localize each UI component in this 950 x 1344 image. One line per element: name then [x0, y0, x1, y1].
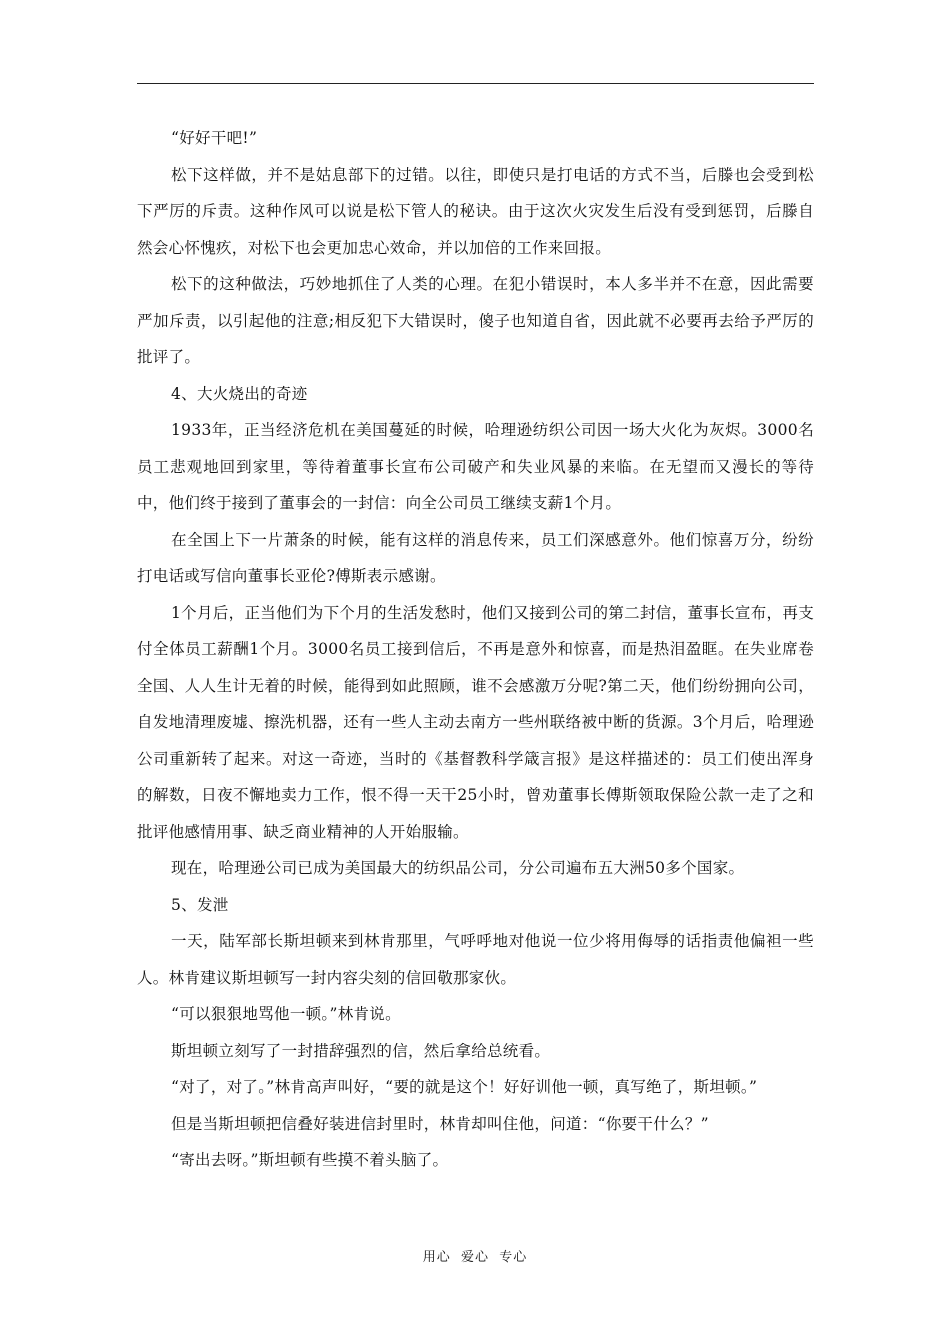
header-rule: [137, 83, 814, 84]
paragraph: 斯坦顿立刻写了一封措辞强烈的信，然后拿给总统看。: [171, 1041, 551, 1060]
paragraph: 一天，陆军部长斯坦顿来到林肯那里，气呼呼地对他说一位少将用侮辱的话指责他偏袒一些人。林肯建议斯坦顿写一封内容尖刻的信回敬那家伙。: [137, 932, 814, 987]
paragraph: 在全国上下一片萧条的时候，能有这样的消息传来，员工们深感意外。他们惊喜万分，纷纷打电话或写信向董事长亚伦?傅斯表示感谢。: [137, 530, 814, 585]
paragraph: 1933年，正当经济危机在美国蔓延的时候，哈理逊纺织公司因一场大火化为灰烬。3000名员工悲观地回到家里，等待着董事长宣布公司破产和失业风暴的来临。在无望而又漫长的等待中，他们终于接到了董事会的一封信：向全公司员工继续支薪1个月。: [137, 421, 814, 512]
paragraph: “好好干吧!”: [171, 129, 258, 147]
paragraph: 松下的这种做法，巧妙地抓住了人类的心理。在犯小错误时，本人多半并不在意，因此需要严加斥责，以引起他的注意;相反犯下大错误时，傻子也知道自省，因此就不必要再去给予严厉的批评了。: [137, 275, 814, 366]
paragraph: 1个月后，正当他们为下个月的生活发愁时，他们又接到公司的第二封信，董事长宣布，再支付全体员工薪酬1个月。3000名员工接到信后，不再是意外和惊喜，而是热泪盈眶。在失业席卷全国、人人生计无着的时候，能得到如此照顾，谁不会感激万分呢?第二天，他们纷纷拥向公司，自发地清理废墟、擦洗机器，还有一些人主动去南方一些州联络被中断的货源。3个月后，哈理逊公司重新转了起来。对这一奇迹，当时的《基督教科学箴言报》是这样描述的：员工们使出浑身的解数，日夜不懈地卖力工作，恨不得一天干25小时，曾劝董事长傅斯领取保险公款一走了之和批评他感情用事、缺乏商业精神的人开始服输。: [137, 603, 814, 841]
paragraph: 但是当斯坦顿把信叠好装进信封里时，林肯却叫住他，问道：“你要干什么？”: [171, 1114, 709, 1133]
document-body: [137, 120, 814, 1179]
section-heading: 5、发泄: [171, 895, 229, 914]
paragraph: 松下这样做，并不是姑息部下的过错。以往，即使只是打电话的方式不当，后滕也会受到松下严厉的斥责。这种作风可以说是松下管人的秘诀。由于这次火灾发生后没有受到惩罚，后滕自然会心怀愧疚，对松下也会更加忠心效命，并以加倍的工作来回报。: [137, 165, 814, 257]
section-heading: 4、大火烧出的奇迹: [171, 384, 308, 403]
paragraph: 现在，哈理逊公司已成为美国最大的纺织品公司，分公司遍布五大洲50多个国家。: [171, 859, 745, 877]
paragraph: “对了，对了。”林肯高声叫好，“要的就是这个！好好训他一顿，真写绝了，斯坦顿。”: [171, 1078, 758, 1096]
page-footer: 用心 爱心 专心: [422, 1250, 528, 1265]
paragraph: “寄出去呀。”斯坦顿有些摸不着头脑了。: [171, 1151, 449, 1169]
paragraph: “可以狠狠地骂他一顿。”林肯说。: [171, 1005, 401, 1023]
